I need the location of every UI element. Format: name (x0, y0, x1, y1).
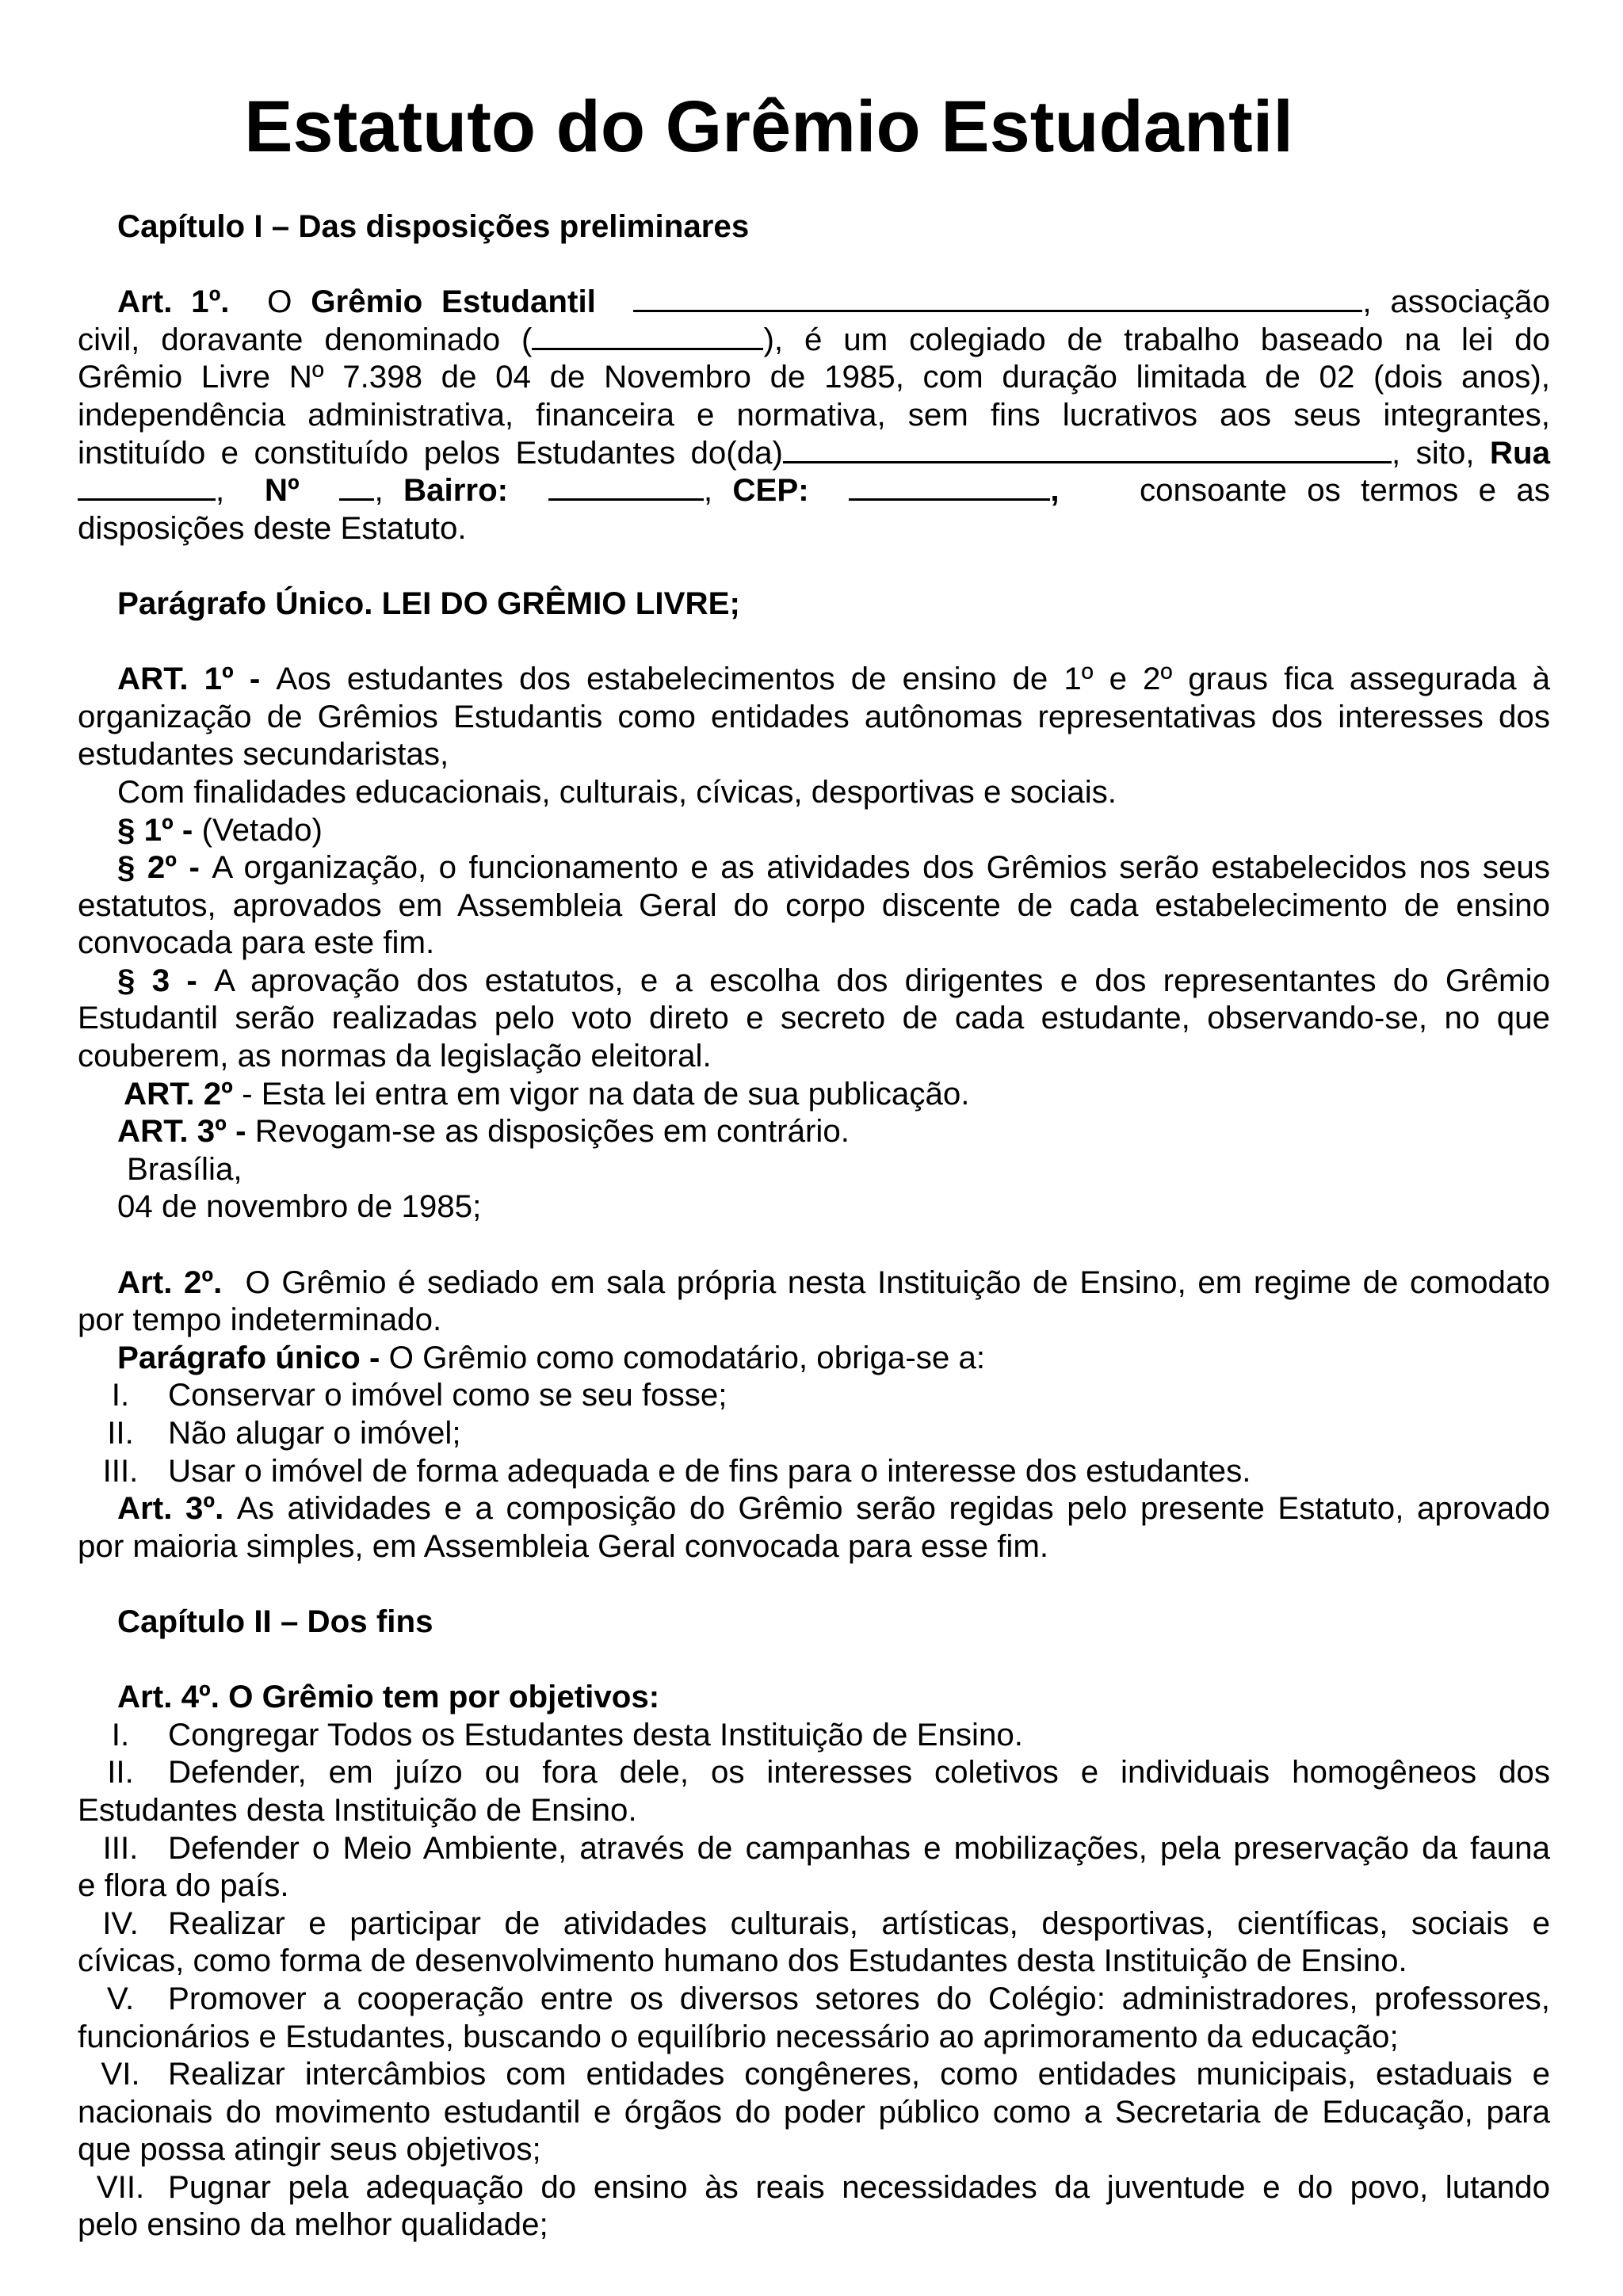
lei-date: 04 de novembro de 1985; (117, 1188, 482, 1225)
list-item-number: II. (107, 1754, 134, 1791)
art1-text: , (216, 472, 225, 509)
lei-p3-line-1 (78, 962, 1550, 1000)
neighborhood-blank[interactable] (548, 471, 704, 501)
lei-art1-line-4: Com finalidades educacionais, culturais, cívicas, desportivas e sociais. (117, 773, 1117, 810)
art1-text: , (1050, 472, 1060, 509)
art1-line-3: Grêmio Livre Nº 7.398 de 04 de Novembro de 1985, com duração limitada de 02 (dois anos), (78, 359, 1550, 395)
art2-line-1 (78, 1264, 1550, 1302)
gremio-name-blank[interactable] (633, 283, 1362, 312)
list-item (78, 1905, 1550, 1943)
art3-line-2: por maioria simples, em Assembleia Geral convocada para esse fim. (78, 1527, 1049, 1564)
list-item (78, 1980, 1550, 2018)
list-item (78, 2168, 1550, 2206)
art3-text: As atividades e a composição do Grêmio serão regidas pelo presente Estatuto, aprovado (236, 1490, 1551, 1527)
list-item-number: III. (102, 1452, 139, 1489)
lei-p3-line-2: Estudantil serão realizadas pelo voto direto e secreto de cada estudante, observando-se, no que (78, 1000, 1550, 1036)
art2-pu-line (78, 1339, 1550, 1377)
art1-line-4: independência administrativa, financeira e normativa, sem fins lucrativos aos seus integrantes, (78, 396, 1550, 433)
chapter-2-heading: Capítulo II – Dos fins (117, 1603, 433, 1639)
lei-text: Revogam-se as disposições em contrário. (254, 1113, 850, 1150)
list-item-text: Congregar Todos os Estudantes desta Instituição de Ensino. (168, 1716, 1024, 1753)
lei-p2-line-2: estatutos, aprovados em Assembleia Geral do corpo discente de cada estabelecimento de ensino (78, 887, 1550, 923)
lei-text: (Vetado) (201, 811, 323, 848)
list-item-continuation: funcionários e Estudantes, buscando o equilíbrio necessário ao aprimoramento da educação; (78, 2018, 1399, 2054)
list-item-text: Realizar intercâmbios com entidades congêneres, como entidades municipais, estaduais e (168, 2056, 1550, 2092)
chapter-1-heading: Capítulo I – Das disposições preliminares (117, 208, 750, 244)
neighborhood-label: Bairro: (403, 472, 509, 509)
art1-line-5 (78, 434, 1550, 472)
list-item (78, 1716, 1550, 1754)
art1-gremio-label: Grêmio Estudantil (311, 284, 596, 320)
lei-art1-label: ART. 1º - (117, 661, 261, 697)
art1-text: O (267, 284, 292, 320)
list-item (78, 2055, 1550, 2093)
lei-text: - Esta lei entra em vigor na data de sua publicação. (242, 1075, 970, 1112)
list-item-continuation: que possa atingir seus objetivos; (78, 2131, 541, 2168)
art3-label: Art. 3º. (117, 1490, 224, 1527)
art1-text: , sito, (1391, 434, 1475, 471)
list-item-continuation: Estudantes desta Instituição de Ensino. (78, 1791, 637, 1828)
street-label: Rua (1489, 434, 1551, 471)
list-item (78, 1753, 1550, 1791)
list-item-number: VI. (101, 2056, 140, 2092)
street-blank[interactable] (78, 471, 216, 501)
list-item-number: V. (106, 1980, 135, 2016)
lei-place: Brasília, (127, 1150, 242, 1187)
lei-art1-line-2: organização de Grêmios Estudantis como entidades autônomas representativas dos interesses dos (78, 698, 1550, 734)
lei-p1-line (78, 811, 1550, 849)
lei-art3-label: ART. 3º - (117, 1113, 246, 1150)
list-item-text: Usar o imóvel de forma adequada e de fins para o interesse dos estudantes. (168, 1452, 1251, 1489)
lei-p2-line-3: convocada para este fim. (78, 925, 435, 961)
lei-p2-label: § 2º - (117, 849, 200, 886)
document-title: Estatuto do Grêmio Estudantil (244, 86, 1293, 167)
art1-text: instituído e constituído pelos Estudantes do(da) (78, 434, 783, 471)
list-item-text: Pugnar pela adequação do ensino às reais necessidades da juventude e do povo, lutando (168, 2168, 1550, 2205)
art2-label: Art. 2º. (117, 1264, 223, 1300)
lei-art2-line (78, 1075, 1550, 1113)
document-body (78, 208, 1550, 2244)
cep-blank[interactable] (849, 471, 1050, 501)
list-item-number: IV. (102, 1905, 139, 1941)
list-item-continuation: cívicas, como forma de desenvolvimento humano dos Estudantes desta Instituição de Ensino. (78, 1943, 1407, 1979)
lei-p3-label: § 3 - (117, 962, 197, 998)
list-item-continuation: pelo ensino da melhor qualidade; (78, 2206, 548, 2243)
art2-line-2: por tempo indeterminado. (78, 1302, 442, 1338)
art1-line-1 (78, 283, 1550, 321)
list-item (78, 1829, 1550, 1867)
art1-line-7: disposições deste Estatuto. (78, 509, 467, 546)
list-item (78, 1414, 1550, 1452)
art1-text: , (374, 472, 384, 509)
number-label: Nº (264, 472, 300, 509)
lei-art3-line (78, 1112, 1550, 1150)
list-item-number: I. (111, 1377, 130, 1413)
lei-text: Aos estudantes dos estabelecimentos de ensino de 1º e 2º graus fica assegurada à (276, 661, 1550, 697)
art1-text: , (703, 472, 713, 509)
acronym-blank[interactable] (532, 321, 763, 350)
list-item-text: Conservar o imóvel como se seu fosse; (168, 1377, 727, 1413)
art1-text: ), é um colegiado de trabalho baseado na lei do (763, 321, 1550, 357)
list-item-text: Não alugar o imóvel; (168, 1415, 461, 1451)
list-item-text: Realizar e participar de atividades culturais, artísticas, desportivas, científicas, sociais e (168, 1905, 1550, 1941)
lei-text: A organização, o funcionamento e as atividades dos Grêmios serão estabelecidos nos seus (212, 849, 1550, 886)
lei-art1-line-3: estudantes secundaristas, (78, 736, 449, 772)
art1-text: civil, doravante denominado ( (78, 321, 533, 357)
lei-text: A aprovação dos estatutos, e a escolha dos dirigentes e dos representantes do Grêmio (214, 962, 1550, 998)
art1-text: consoante os termos e as (1139, 472, 1550, 509)
art4-heading: Art. 4º. O Grêmio tem por objetivos: (117, 1679, 660, 1715)
list-item-text: Promover a cooperação entre os diversos setores do Colégio: administradores, professores, (168, 1980, 1550, 2016)
lei-p2-line-1 (78, 849, 1550, 887)
school-name-blank[interactable] (783, 434, 1392, 463)
art1-label: Art. 1º. (117, 284, 230, 320)
lei-art2-label: ART. 2º (124, 1075, 233, 1112)
list-item-number: II. (107, 1415, 134, 1451)
art3-line-1 (78, 1489, 1550, 1527)
paragrafo-unico-heading: Parágrafo Único. LEI DO GRÊMIO LIVRE; (117, 585, 740, 621)
art1-text: , associação (1362, 284, 1550, 320)
art2-pu-label: Parágrafo único - (117, 1339, 380, 1375)
list-item-continuation: e flora do país. (78, 1867, 289, 1904)
list-item (78, 1376, 1550, 1414)
list-item-text: Defender, em juízo ou fora dele, os interesses coletivos e individuais homogêneos dos (168, 1754, 1550, 1791)
list-item (78, 1452, 1550, 1490)
art2-text: O Grêmio como comodatário, obriga-se a: (388, 1339, 986, 1375)
art2-text: O Grêmio é sediado em sala própria nesta Instituição de Ensino, em regime de comodato (245, 1264, 1550, 1300)
art1-line-6 (78, 471, 1550, 509)
list-item-number: III. (102, 1829, 139, 1866)
list-item-number: VII. (96, 2168, 145, 2205)
art1-line-2 (78, 321, 1550, 359)
lei-p1-label: § 1º - (117, 811, 193, 848)
lei-art1-line-1 (78, 660, 1550, 698)
number-blank[interactable] (339, 471, 374, 501)
list-item-text: Defender o Meio Ambiente, através de campanhas e mobilizações, pela preservação da fauna (168, 1829, 1550, 1866)
list-item-continuation: nacionais do movimento estudantil e órgãos do poder público como a Secretaria de Educação, para (78, 2093, 1550, 2130)
list-item-number: I. (111, 1716, 130, 1753)
lei-p3-line-3: couberem, as normas da legislação eleitoral. (78, 1038, 712, 1074)
cep-label: CEP: (732, 472, 809, 509)
